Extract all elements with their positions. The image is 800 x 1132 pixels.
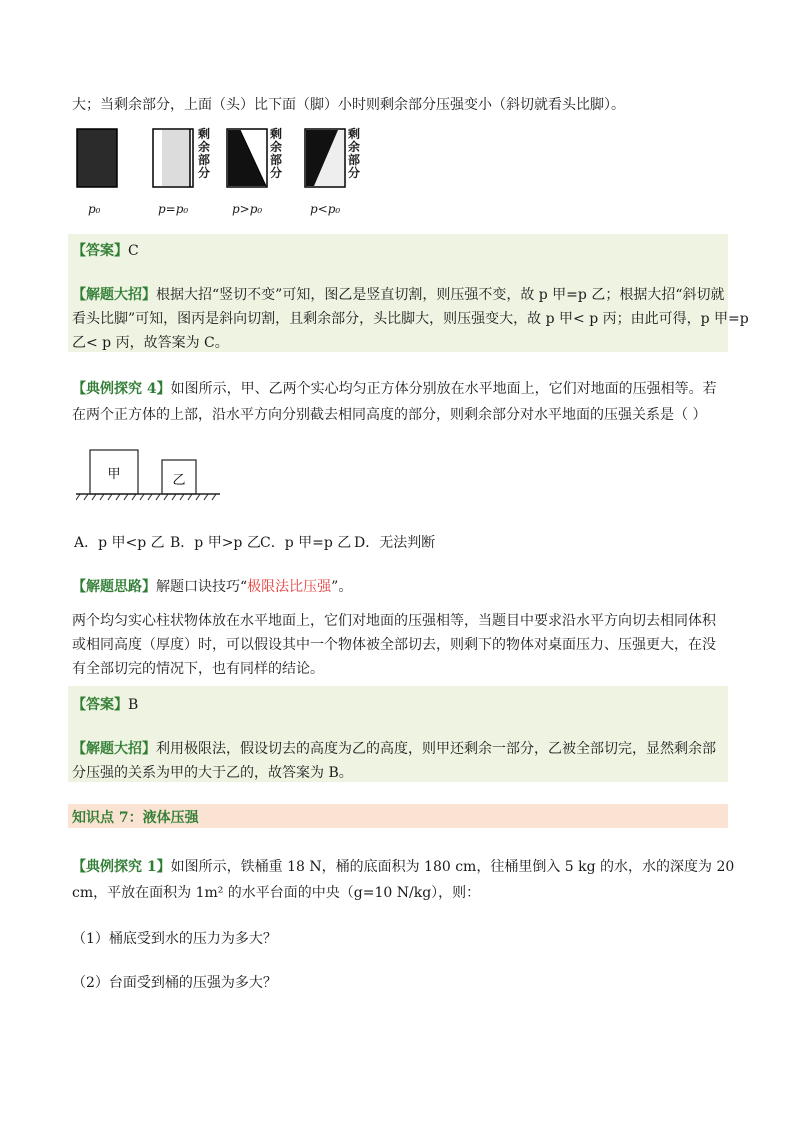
thinking-body-1: 两个均匀实心柱状物体放在水平地面上，它们对地面的压强相等，当题目中要求沿水平方向切去相同体积 bbox=[72, 613, 716, 629]
answer-value: B bbox=[128, 697, 139, 713]
answer-tag: 【答案】 bbox=[72, 243, 128, 259]
answer-tag: 【答案】 bbox=[72, 697, 128, 713]
section-title: 知识点 7：液体压强 bbox=[72, 810, 199, 826]
figure-two-cubes bbox=[76, 446, 226, 504]
answer-2 bbox=[72, 694, 138, 714]
thinking-line: 【解题思路】解题口诀技巧“极限法比压强”。 bbox=[72, 579, 353, 595]
explain-1-line-2: 看头比脚”可知，图丙是斜向切割，且剩余部分，头比脚大，则压强变大，故 p 甲< p 丙；由此可得，p 甲=p bbox=[72, 311, 749, 327]
explain-2-line-2: 分压强的关系为甲的大于乙的，故答案为 B。 bbox=[72, 765, 353, 781]
caption-3: p>p₀ bbox=[232, 202, 263, 216]
mnemonic-highlight: 极限法比压强 bbox=[247, 579, 332, 595]
explain-1-line-1: 【解题大招】根据大招“竖切不变”可知，图乙是竖直切割，则压强不变，故 p 甲=p 乙；根据大招“斜切就 bbox=[72, 287, 725, 303]
remaining-label-3: 剩 余 部 分 bbox=[348, 127, 361, 180]
remaining-label-2: 剩 余 部 分 bbox=[270, 127, 283, 180]
remaining-label-1: 剩 余 部 分 bbox=[198, 127, 211, 180]
cube-b-label: 乙 bbox=[172, 473, 186, 488]
intro-text: 大；当剩余部分，上面（头）比下面（脚）小时则剩余部分压强变小（斜切就看头比脚）。 bbox=[72, 97, 625, 113]
caption-1: p₀ bbox=[88, 202, 101, 216]
question-1: （1）桶底受到水的压力为多大？ bbox=[72, 931, 277, 947]
answer-value: C bbox=[128, 243, 139, 259]
thinking-body-2: 或相同高度（厚度）时，可以假设其中一个物体被全部切去，则剩下的物体对桌面压力、压强更大，在没 bbox=[72, 637, 716, 653]
block-slant-foot-big bbox=[304, 128, 348, 190]
option-d: D．无法判断 bbox=[354, 535, 436, 551]
example-1-line-2: cm，平放在面积为 1m² 的水平台面的中央（g=10 N/kg），则： bbox=[72, 885, 481, 901]
example-4-line-1: 【典例探究 4】如图所示，甲、乙两个实心均匀正方体分别放在水平地面上，它们对地面的压强相等。若 bbox=[72, 381, 717, 397]
example-tag: 【典例探究 1】 bbox=[72, 859, 171, 875]
explain-tag: 【解题大招】 bbox=[72, 287, 156, 303]
thinking-tag: 【解题思路】 bbox=[72, 579, 156, 595]
example-1-line-1: 【典例探究 1】如图所示，铁桶重 18 N，桶的底面积为 180 cm，往桶里倒入 5 kg 的水，水的深度为 20 bbox=[72, 859, 735, 875]
explain-2-line-1: 【解题大招】利用极限法，假设切去的高度为乙的高度，则甲还剩余一部分，乙被全部切完，显然剩余部 bbox=[72, 741, 716, 757]
caption-2: p=p₀ bbox=[158, 202, 189, 216]
block-vertical-cut bbox=[152, 128, 196, 190]
explain-tag: 【解题大招】 bbox=[72, 741, 156, 757]
block-slant-head-big bbox=[226, 128, 270, 190]
thinking-body-3: 有全部切完的情况下，也有同样的结论。 bbox=[72, 661, 324, 677]
explain-1-line-3: 乙< p 丙，故答案为 C。 bbox=[72, 335, 229, 351]
figure-cut-blocks bbox=[72, 128, 372, 218]
option-b: B．p 甲>p 乙 bbox=[170, 535, 261, 551]
block-original bbox=[76, 128, 120, 190]
example-tag: 【典例探究 4】 bbox=[72, 381, 171, 397]
option-c: C．p 甲=p 乙 bbox=[260, 535, 352, 551]
answer-1 bbox=[72, 240, 139, 260]
question-2: （2）台面受到桶的压强为多大？ bbox=[72, 975, 277, 991]
option-a: A．p 甲<p 乙 bbox=[74, 535, 165, 551]
example-4-line-2: 在两个正方体的上部，沿水平方向分别截去相同高度的部分，则剩余部分对水平地面的压强关系是（ ） bbox=[72, 407, 707, 423]
caption-4: p<p₀ bbox=[310, 202, 341, 216]
cube-a-label: 甲 bbox=[107, 467, 121, 482]
